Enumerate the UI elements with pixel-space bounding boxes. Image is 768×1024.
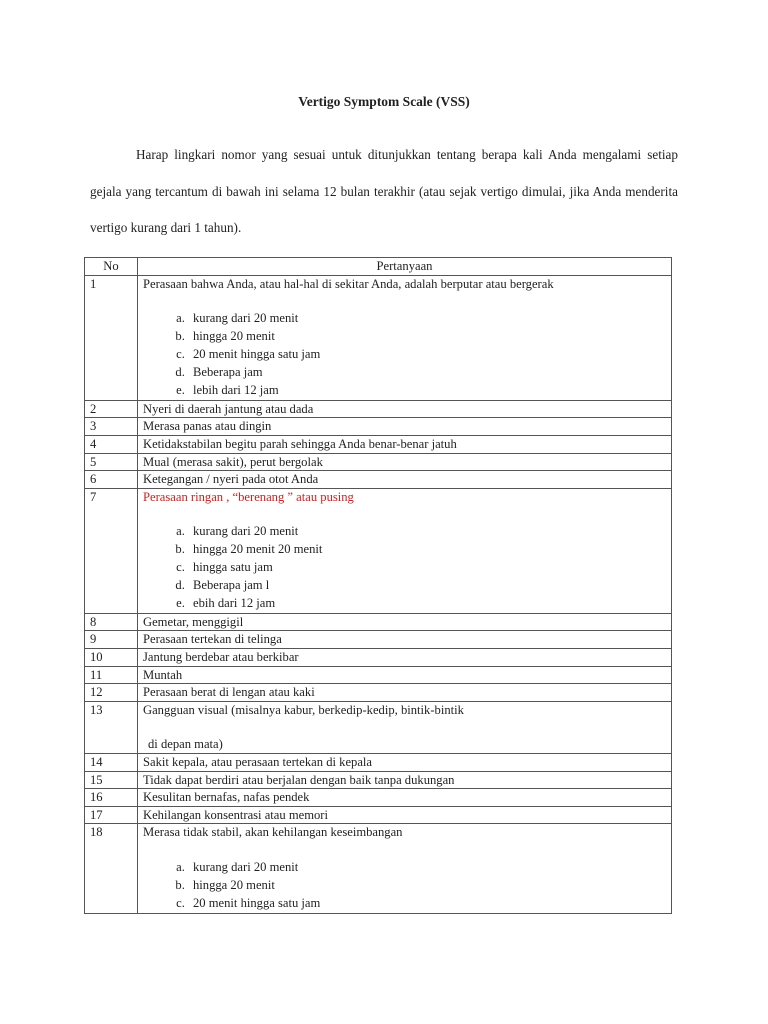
row-number: 16 [85,789,138,807]
option-item: a. kurang dari 20 menit [188,310,666,328]
row-number: 11 [85,666,138,684]
header-question: Pertanyaan [138,258,672,276]
question-text: Merasa tidak stabil, akan kehilangan keseimbangan [143,825,403,840]
row-number: 9 [85,631,138,649]
question-text-highlighted: Perasaan ringan , “berenang ” atau pusing [143,489,354,504]
row-number: 12 [85,684,138,702]
header-no: No [85,258,138,276]
table-row [85,631,672,649]
option-item: d. Beberapa jam l [188,577,666,595]
row-question-cell [138,275,672,400]
row-question-cell [138,824,672,913]
question-text-continued: di depan mata) [148,737,223,752]
table-row [85,453,672,471]
question-text: Perasaan tertekan di telinga [138,631,672,649]
option-item: c. 20 menit hingga satu jam [188,346,666,364]
option-item: a. kurang dari 20 menit [188,523,666,541]
option-item: e. ebih dari 12 jam [188,595,666,613]
row-number: 15 [85,771,138,789]
table-row [85,753,672,771]
table-row [85,418,672,436]
table-row [85,613,672,631]
table-row [85,400,672,418]
question-text: Kesulitan bernafas, nafas pendek [138,789,672,807]
question-text: Jantung berdebar atau berkibar [138,649,672,667]
question-text: Gemetar, menggigil [138,613,672,631]
option-item: d. Beberapa jam [188,364,666,382]
option-item: c. hingga satu jam [188,559,666,577]
table-row [85,471,672,489]
table-row [85,649,672,667]
row-number: 13 [85,701,138,753]
options-list [143,859,666,913]
row-number: 10 [85,649,138,667]
option-item: b. hingga 20 menit [188,877,666,895]
row-question-cell [138,488,672,613]
table-row [85,701,672,753]
question-text: Merasa panas atau dingin [138,418,672,436]
row-number: 17 [85,806,138,824]
question-text: Nyeri di daerah jantung atau dada [138,400,672,418]
table-row [85,806,672,824]
table-row [85,771,672,789]
question-text: Gangguan visual (misalnya kabur, berkedip-kedip, bintik-bintik [143,702,464,717]
option-item: c. 20 menit hingga satu jam [188,895,666,913]
question-text: Muntah [138,666,672,684]
question-text: Tidak dapat berdiri atau berjalan dengan baik tanpa dukungan [138,771,672,789]
row-number: 3 [85,418,138,436]
row-number: 18 [85,824,138,913]
table-row [85,435,672,453]
question-text: Mual (merasa sakit), perut bergolak [138,453,672,471]
row-number: 14 [85,753,138,771]
option-item: a. kurang dari 20 menit [188,859,666,877]
options-list [143,523,666,613]
row-number: 1 [85,275,138,400]
table-row [85,488,672,613]
row-number: 5 [85,453,138,471]
table-row [85,666,672,684]
question-text: Ketidakstabilan begitu parah sehingga Anda benar-benar jatuh [138,435,672,453]
question-text: Sakit kepala, atau perasaan tertekan di kepala [138,753,672,771]
table-row [85,684,672,702]
row-number: 6 [85,471,138,489]
question-text: Kehilangan konsentrasi atau memori [138,806,672,824]
document-title: Vertigo Symptom Scale (VSS) [298,94,470,109]
question-text: Perasaan berat di lengan atau kaki [138,684,672,702]
option-item: b. hingga 20 menit 20 menit [188,541,666,559]
options-list [143,310,666,400]
table-row [85,275,672,400]
row-number: 8 [85,613,138,631]
question-text: Ketegangan / nyeri pada otot Anda [138,471,672,489]
row-question-cell [138,701,672,753]
vss-table [84,257,672,914]
question-text: Perasaan bahwa Anda, atau hal-hal di sekitar Anda, adalah berputar atau bergerak [143,276,554,291]
table-header-row [85,258,672,276]
intro-paragraph: Harap lingkari nomor yang sesuai untuk ditunjukkan tentang berapa kali Anda mengalami setiap gejala yang tercantum di bawah ini selama 12 bulan terakhir (atau sejak vertigo dimulai, jika Anda menderita vertigo kurang dari 1 tahun). [90,147,678,235]
option-item: e. lebih dari 12 jam [188,382,666,400]
option-item: b. hingga 20 menit [188,328,666,346]
row-number: 4 [85,435,138,453]
table-row [85,824,672,913]
row-number: 2 [85,400,138,418]
row-number: 7 [85,488,138,613]
table-row [85,789,672,807]
